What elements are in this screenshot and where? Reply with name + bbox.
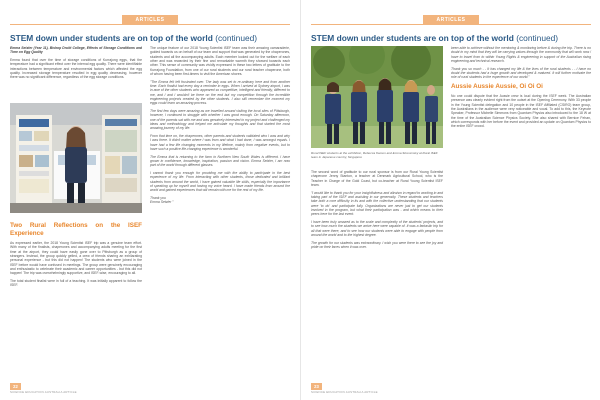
right-column-2: [451, 46, 591, 132]
page-headline: [311, 33, 596, 43]
photo-caption: Rural ISEF students at the exhibition, Rebecca Kamen and Emma Stressinsky at Rural ISEF team in Japanese country, Singapore: [311, 151, 438, 159]
section-subheading: Aussie Aussie Aussie, Oi Oi Oi: [451, 83, 543, 90]
section-tab: ARTICLES: [423, 15, 479, 25]
paragraph: Emma found that over the time of storage conditions of Kurrajong eggs, that the temperature had a significant effect over the internal egg quality. There were identifiable interactions between temperature and environmental factors which affected the egg quality. Increased storage temperature resulted in egg quality decreasing, however there was no significant difference, regardless of the egg storage conditions.: [10, 57, 142, 80]
quote-paragraph: The first few days were amazing as we travelled around visiting the local sites of Pittsburgh, however, I continued to struggle with whether I was good enough. On Saturday afternoon, one of the parents sat with me and was genuinely interested in my project and challenged my ideas and methodology and helped me articulate my thoughts and that started the most amazing journey of my life.: [150, 109, 290, 131]
quote-paragraph: "I would like to thank you for your insightfulness and altruism in regard to working in and taking part of the ISEF and assisting in our generosity. These students and teachers take both a core difficulty in its and with the collective understanding that our students were 'to do' and participate fully. Organizations are never just to get our students involved in the program, but what their participation was - and which means to their peers here for the last event.: [311, 190, 443, 217]
quote-paragraph: The Emma that is returning to the farm in Northern New South Wales is different. I have grown in confidence, knowledge, inspiration, passion and vision. Emma Setzler, I am now part of the world through different glasses.: [150, 154, 290, 168]
byline: Emma Setzler (Year 11), Bishop Druitt College, Effects of Storage Conditions and Time on Egg Quality: [10, 46, 142, 55]
paragraph: The second word of gratitude to our rural sponsor is from our Rural Young Scientist chaperone Jenny Stanton, a teacher at Denmark Agricultural School, who is the Teacher in Charge of the Gold Coast, but co-teacher at Rural Young Scientist ISEF team.: [311, 170, 443, 188]
headline-text: STEM down under students are on top of the world: [10, 33, 213, 43]
paragraph: No one could dispute that the Aussie crew is loud during the ISEF week. The Australian presence was clearly evident right from the outset at the Opening Ceremony. With 33 people in the Young Scientist delegation and 10 people in the ISEF Affiliated (CSIRO) team group, the Australians in the audience were very noticeable and vocal. To add to this, the Keynote Speaker, Professor Michelle Simmons from Quantum Physics also introduced to the 18 W at the time of the Australian Science Physics Society. She also shared with Bernice Fehan, which corresponds with her before the event and provided an update on Quantum Physics to the entire ISEF crowd.: [451, 94, 591, 129]
left-column-1-bottom: [10, 219, 142, 291]
signoff: Emma Setzler ": [150, 200, 174, 205]
right-page: [300, 0, 600, 400]
right-column-1: [311, 170, 443, 253]
page-footer: [311, 383, 322, 390]
quote-paragraph: been able to achieve without the mentoring & monitoring before & during the trip. There is no doubt in my mind that they will be carrying values through the community that will work now / have to travel from to within Young Rights & engineering in support of the Australian rising engineering and technical research.: [451, 46, 591, 64]
quote-paragraph: I have been truly amazed as to the scale and complexity of the students' projects, and to see how much the students we arrive here were capable of. It was a fantastic trip for all that were there, and to see how our students were able to engage with people from around the world and to the highest degree.: [311, 220, 443, 238]
quote-paragraph: From that time on, the chaperones, other parents and students validated who I was and why I was there. It didn't matter where I was from and what I had done, I was amongst equals. I have had a few life changing moments in my lifetime, mainly from negative events, but to have such a positive life-changing experience is wonderful.: [150, 134, 290, 152]
section-tab: ARTICLES: [122, 15, 178, 25]
page-number: 23: [311, 383, 322, 390]
page-number: 22: [10, 383, 21, 390]
group-photo-illustration: [311, 46, 443, 148]
paragraph: The total student finalist were in full of a teaching. It was initially apparent to follow the ISEF.: [10, 279, 142, 288]
page-footer: [10, 383, 21, 390]
page-headline: [10, 33, 295, 43]
quote-paragraph: I cannot thank you enough for providing me with the ability to participate in the best experience of my life. From interacting with other students, those dedicated and brilliant students from around the world, I have gained valuable life skills, especially the importance of speaking up for myself and having my voice heard. I have made friends from around the world and gained experiences that will remain with me for the rest of my life.: [150, 171, 290, 193]
headline-continued: (continued): [215, 33, 258, 43]
footer-text: SCIENCE EDUCATION AUSTRALIA ARTICLE: [311, 390, 378, 394]
students-group-photo: [311, 46, 443, 148]
poster-photo-illustration: [10, 103, 142, 213]
headline-text: STEM down under students are on top of the world: [311, 33, 514, 43]
quote-paragraph: "The Emma felt left frustrated over. The lady was set to re-ordinary here and from another time. Each finalist had every day a reminder in eggs. When I arrived at Sydney airport, I was in awe of the other students who appeared so competitive, intelligent and friendly, different to me, and I and I wouldn't be there on the end but my competition through the incredible engineering projects created by the other students. I also still remember the moment my eggs could learn an amazing process.: [150, 79, 290, 106]
paragraph: As expressed earlier, the 2018 Young Scientist ISEF trip was a genuine team effort. With many of the finalists, chaperones and accompanying adults meeting for the first time at the airport, they could have easily gone over to Pittsburgh as a group of strangers. Instead, the group quickly gelled, a crew of friends sharing an exhilarating personal experience - but this did not happen! The students who were joined in the ISEF before would have confused in meetings. The group were genuinely encouraging and enthusiastic to celebrate their academic and career opportunities - but this did not happen! The trip was overwhelmingly supportive, and ISEF-wise, encouraging to all.: [10, 241, 142, 276]
closing: Thank you: [150, 196, 166, 201]
left-column-2: [150, 46, 290, 208]
emma-setzler-photo: [10, 103, 142, 213]
headline-continued: (continued): [516, 33, 559, 43]
quote-paragraph: Thank you so much - - It has changed my life & the lives of the rural students - - I have no doubt the students had a huge growth and developed & matured. It will further motivate the role of rural students in the experience of our world.": [451, 66, 591, 80]
quote-paragraph: The growth for our students was extraordinary. I wish you were there to see the joy and pride on their faces when it was over.: [311, 240, 443, 250]
left-column-1: [10, 46, 142, 83]
section-subheading: Two Rural Reflections on the ISEF Experience: [10, 222, 142, 237]
footer-text: SCIENCE EDUCATION AUSTRALIA ARTICLE: [10, 390, 77, 394]
header-rule: [10, 24, 290, 25]
header-rule: [311, 24, 591, 25]
paragraph: The unique feature of our 2018 Young Scientist ISEF team was their amazing camaraderie, guided towards us on behalf of our team and support that was generated by the chaperones, students and all the accompanying adults. Each member looked out for the welfare of each other and was rewarded by their fine and remarkable warmth they showed towards each other. This sense of community was vividly expressed in these two letters of gratitude to the Kurrajong Foundation, from one of our rural students and our rural teacher chaperone, both of whom having been first-timers to visit the American shores.: [150, 46, 290, 77]
